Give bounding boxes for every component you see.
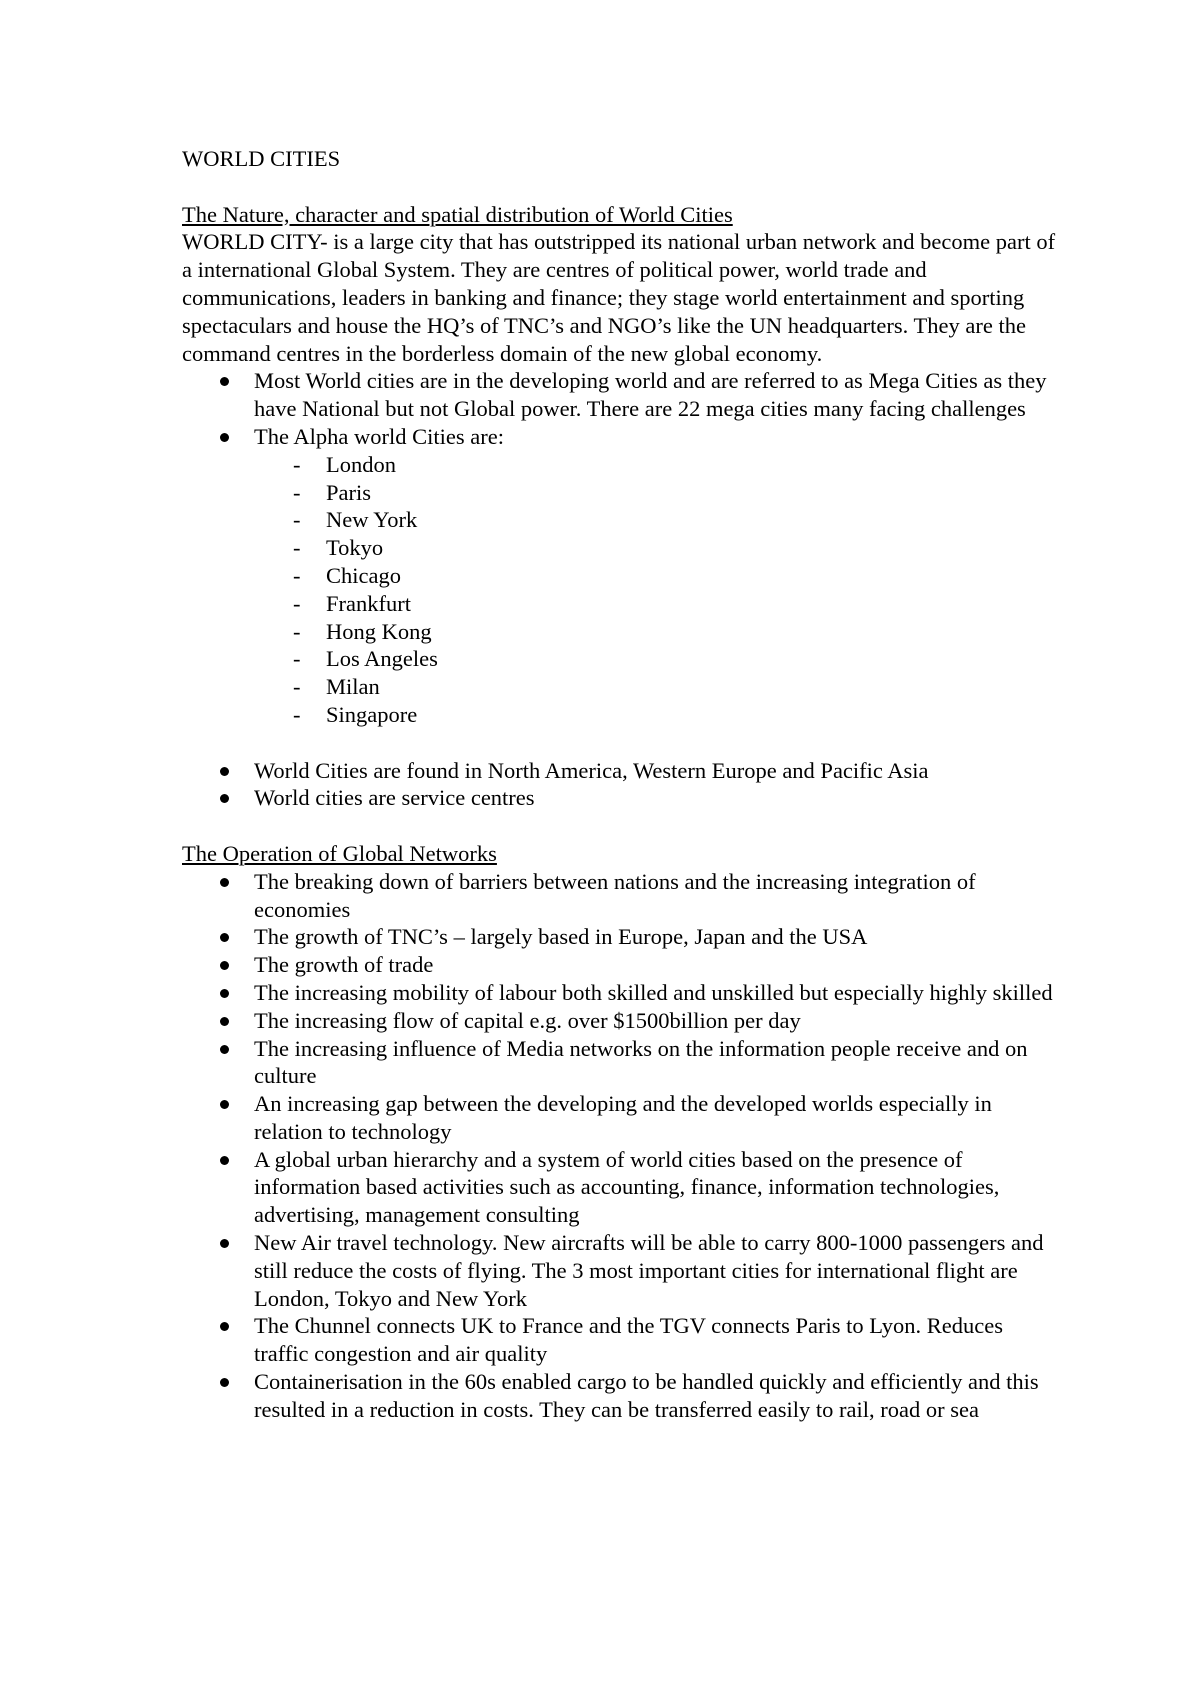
bullet-item: [182, 979, 1062, 1007]
dash-marker: -: [293, 479, 301, 505]
document-page: [182, 145, 1062, 1424]
alpha-city-name: New York: [326, 507, 418, 533]
alpha-city-item: [254, 673, 1062, 701]
bullet-dot-icon: [220, 933, 229, 942]
bullet-text: The increasing influence of Media networks on the information people receive and on culture: [254, 1035, 1028, 1089]
dash-marker: -: [293, 590, 301, 616]
bullet-item: [182, 1090, 1062, 1146]
dash-marker: -: [293, 535, 301, 561]
bullet-item: [182, 1229, 1062, 1312]
bullet-text: A global urban hierarchy and a system of world cities based on the presence of information based activities such as accounting, finance, information technologies, advertising, management consulting: [254, 1146, 1000, 1228]
alpha-city-name: Frankfurt: [326, 590, 411, 616]
spacer: [182, 173, 1062, 201]
alpha-city-name: Tokyo: [326, 535, 384, 561]
bullet-item: [182, 1312, 1062, 1368]
alpha-city-name: London: [326, 451, 396, 477]
bullet-text: The Chunnel connects UK to France and the TGV connects Paris to Lyon. Reduces traffic congestion and air quality: [254, 1313, 1004, 1367]
bullet-text: Containerisation in the 60s enabled cargo to be handled quickly and efficiently and this resulted in a reduction in costs. They can be transferred easily to rail, road or sea: [254, 1369, 1039, 1422]
bullet-dot-icon: [220, 1045, 229, 1054]
bullet-text: Most World cities are in the developing world and are referred to as Mega Cities as they have National but not Global power. There are 22 mega cities many facing challenges: [254, 368, 1047, 422]
bullet-item: [182, 1035, 1062, 1091]
bullet-item: [182, 784, 1062, 812]
bullet-text: The breaking down of barriers between nations and the increasing integration of economies: [254, 868, 976, 922]
alpha-city-name: Milan: [326, 674, 380, 700]
bullet-item: [182, 1146, 1062, 1229]
bullet-item: [182, 367, 1062, 423]
bullet-text: The increasing flow of capital e.g. over $1500billion per day: [254, 1007, 801, 1033]
bullet-dot-icon: [220, 377, 229, 386]
bullet-dot-icon: [220, 961, 229, 970]
bullet-dot-icon: [220, 767, 229, 776]
bullet-item: [182, 1368, 1062, 1424]
alpha-city-item: [254, 618, 1062, 646]
alpha-city-name: Paris: [326, 479, 371, 505]
alpha-city-name: Chicago: [326, 562, 401, 588]
bullet-text: The increasing mobility of labour both skilled and unskilled but especially highly skilled: [254, 979, 1053, 1005]
bullet-text: The Alpha world Cities are:: [254, 423, 504, 449]
alpha-city-item: [254, 534, 1062, 562]
bullet-text: World cities are service centres: [254, 785, 535, 811]
alpha-city-item: [254, 479, 1062, 507]
bullet-item: [182, 757, 1062, 785]
section2-bullet-list: [182, 868, 1062, 1424]
dash-marker: -: [293, 451, 301, 477]
bullet-text: An increasing gap between the developing and the developed worlds especially in relation to technology: [254, 1091, 992, 1144]
alpha-city-name: Hong Kong: [326, 618, 432, 644]
bullet-dot-icon: [220, 1156, 229, 1165]
dash-marker: -: [293, 701, 301, 727]
alpha-city-item: [254, 562, 1062, 590]
section-heading-nature: The Nature, character and spatial distribution of World Cities: [182, 201, 733, 227]
section1-bullet-list: [182, 367, 1062, 728]
section1-bullet-list-2: [182, 757, 1062, 813]
dash-marker: -: [293, 646, 301, 672]
bullet-dot-icon: [220, 1378, 229, 1387]
dash-marker: -: [293, 674, 301, 700]
document-title: WORLD CITIES: [182, 146, 341, 171]
spacer: [182, 812, 1062, 840]
alpha-cities-list: [254, 451, 1062, 729]
dash-marker: -: [293, 562, 301, 588]
bullet-item: [182, 1007, 1062, 1035]
section-heading-global-networks: The Operation of Global Networks: [182, 840, 497, 866]
bullet-item: [182, 951, 1062, 979]
bullet-dot-icon: [220, 989, 229, 998]
bullet-dot-icon: [220, 433, 229, 442]
bullet-item: [182, 423, 1062, 729]
bullet-dot-icon: [220, 794, 229, 803]
spacer: [182, 729, 1062, 757]
bullet-text: New Air travel technology. New aircrafts will be able to carry 800-1000 passengers and still reduce the costs of flying. The 3 most important cities for international flight are London, Tokyo and New York: [254, 1230, 1044, 1311]
bullet-item: [182, 868, 1062, 924]
alpha-city-item: [254, 645, 1062, 673]
bullet-item: [182, 923, 1062, 951]
dash-marker: -: [293, 507, 301, 533]
alpha-city-name: Singapore: [326, 701, 418, 727]
bullet-dot-icon: [220, 1239, 229, 1248]
alpha-city-item: [254, 506, 1062, 534]
bullet-dot-icon: [220, 1322, 229, 1331]
bullet-dot-icon: [220, 878, 229, 887]
alpha-city-item: [254, 701, 1062, 729]
bullet-text: World Cities are found in North America, Western Europe and Pacific Asia: [254, 757, 929, 783]
bullet-text: The growth of trade: [254, 952, 434, 978]
dash-marker: -: [293, 618, 301, 644]
bullet-dot-icon: [220, 1100, 229, 1109]
alpha-city-item: [254, 590, 1062, 618]
world-city-definition: WORLD CITY- is a large city that has outstripped its national urban network and become part of a international Global System. They are centres of political power, world trade and communications, leaders in banking and finance; they stage world entertainment and sporting spectaculars and house the HQ’s of TNC’s and NGO’s like the UN headquarters. They are the command centres in the borderless domain of the new global economy.: [182, 229, 1056, 366]
alpha-city-name: Los Angeles: [326, 646, 438, 672]
alpha-city-item: [254, 451, 1062, 479]
bullet-dot-icon: [220, 1017, 229, 1026]
bullet-text: The growth of TNC’s – largely based in Europe, Japan and the USA: [254, 924, 868, 950]
